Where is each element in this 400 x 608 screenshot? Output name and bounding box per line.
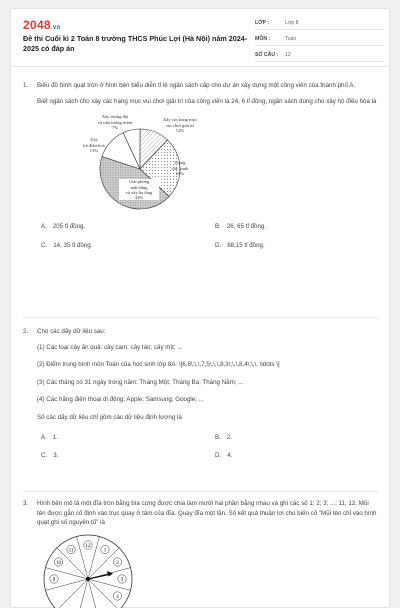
question-1 — [23, 81, 379, 254]
spinner-wheel-svg — [43, 534, 133, 600]
option-d[interactable]: D. 88,15 tỉ đồng. — [215, 242, 265, 250]
document-page — [10, 8, 390, 608]
spinner-wheel — [43, 534, 133, 600]
question-text: Biết ngân sách cho xây các hạng mục vui chơi giải trí của công viên là 24, 6 tỉ đồng, ngân sách dùng cho xây hồ điều hòa là — [37, 97, 377, 105]
meta-row-subject — [255, 32, 383, 46]
meta-row-class — [255, 16, 383, 30]
wheel-number: 2 — [116, 560, 119, 566]
question-text: Hình bên mô tả một đĩa tròn bằng bìa cứng được chia làm mười hai phần bằng nhau và ghi các số 1; 2; 3; ...; 11; 12. Mũi tên được gắn cố định vào trục quay ở tâm của đĩa. Quay đĩa một lần. Số kết quả thuận lợi cho biến cố "Mũi tên chỉ vào hình quạt ghi số nguyên tố" là — [37, 500, 377, 527]
option-c[interactable]: C. 3. — [41, 451, 59, 459]
question-text: Cho các dãy dữ liệu sau: — [37, 328, 106, 335]
meta-value: Toán — [285, 35, 297, 42]
option-c[interactable]: C. 14, 35 tỉ đồng. — [41, 242, 93, 250]
answer-options — [37, 222, 379, 254]
pie-chart — [55, 112, 225, 212]
document-header — [11, 9, 389, 67]
option-d[interactable]: D. 4. — [215, 451, 233, 459]
meta-value: Lớp 8 — [285, 19, 299, 26]
slice-label-lake: Xây hồ điều hoà 13% — [83, 137, 105, 153]
page-title: Đề thi Cuối kì 2 Toán 8 trường THCS Phúc Lợi (Hà Nội) năm 2024-2025 có đáp án — [23, 34, 248, 53]
question-number: 2. — [23, 328, 29, 335]
slice-label-monument: Xây tượng đài và nhà tưởng niệm 7% — [97, 114, 133, 130]
option-a[interactable]: A. 205 tỉ đồng. — [41, 223, 86, 231]
wheel-number: 10 — [56, 560, 62, 566]
divider — [23, 317, 379, 318]
question-number: 1. — [23, 82, 29, 89]
question-number: 3. — [23, 500, 29, 507]
slice-label-entertainment: Xây các hạng mục vui chơi giải trí 12% — [162, 117, 198, 133]
question-text: Số các dãy dữ liệu chỉ gồm các dữ liệu định lượng là — [37, 414, 182, 422]
data-list-item: (1) Các loại cây ăn quả: cây cam; cây táo; cây mít; ... — [37, 343, 183, 351]
data-list-item: (4) Các hãng điện thoại di động: Apple; Samsung; Google; ... — [37, 396, 204, 404]
answer-options — [37, 429, 379, 461]
question-3 — [23, 499, 379, 600]
meta-value: 12 — [285, 51, 291, 58]
data-list-item: (3) Các tháng có 31 ngày trong năm: Tháng Một; Tháng Ba; Tháng Năm; ... — [37, 378, 244, 386]
meta-table — [255, 16, 383, 64]
slice-label-land: Giải phóng mặt bằng và xây hạ tầng 43% — [119, 179, 159, 200]
meta-row-count — [255, 48, 383, 62]
wheel-number: 3 — [120, 577, 124, 583]
question-2 — [23, 327, 379, 461]
data-list-item: (2) Điểm trung bình môn Toán của học sinh lớp 8A: \[6,8\;\,\,7,5\;\,\,8,3\;\,\,8,4\;\,\, \ldots \] — [37, 361, 280, 369]
wheel-number: 11 — [68, 548, 74, 554]
meta-key: LỚP : — [255, 19, 270, 26]
option-a[interactable]: A. 1. — [41, 433, 59, 441]
wheel-number: 12 — [85, 543, 91, 549]
meta-key: SỐ CÂU : — [255, 51, 279, 58]
option-b[interactable]: B. 26, 65 tỉ đồng. — [215, 223, 267, 231]
wheel-number: 1 — [103, 548, 107, 554]
wheel-number: 4 — [116, 594, 119, 600]
divider — [23, 491, 379, 492]
wheel-number: 9 — [52, 577, 56, 583]
option-b[interactable]: B. 2. — [215, 433, 233, 441]
site-logo[interactable]: 2048.vn — [23, 18, 61, 32]
question-text: Biểu đồ hình quạt tròn ở hình bên biểu diễn tỉ lệ ngân sách cấp cho dự án xây dựng một công viên của thành phố A. — [37, 82, 356, 89]
slice-label-trees: Trồng cây xanh 25% — [171, 160, 189, 176]
meta-key: MÔN : — [255, 35, 271, 42]
